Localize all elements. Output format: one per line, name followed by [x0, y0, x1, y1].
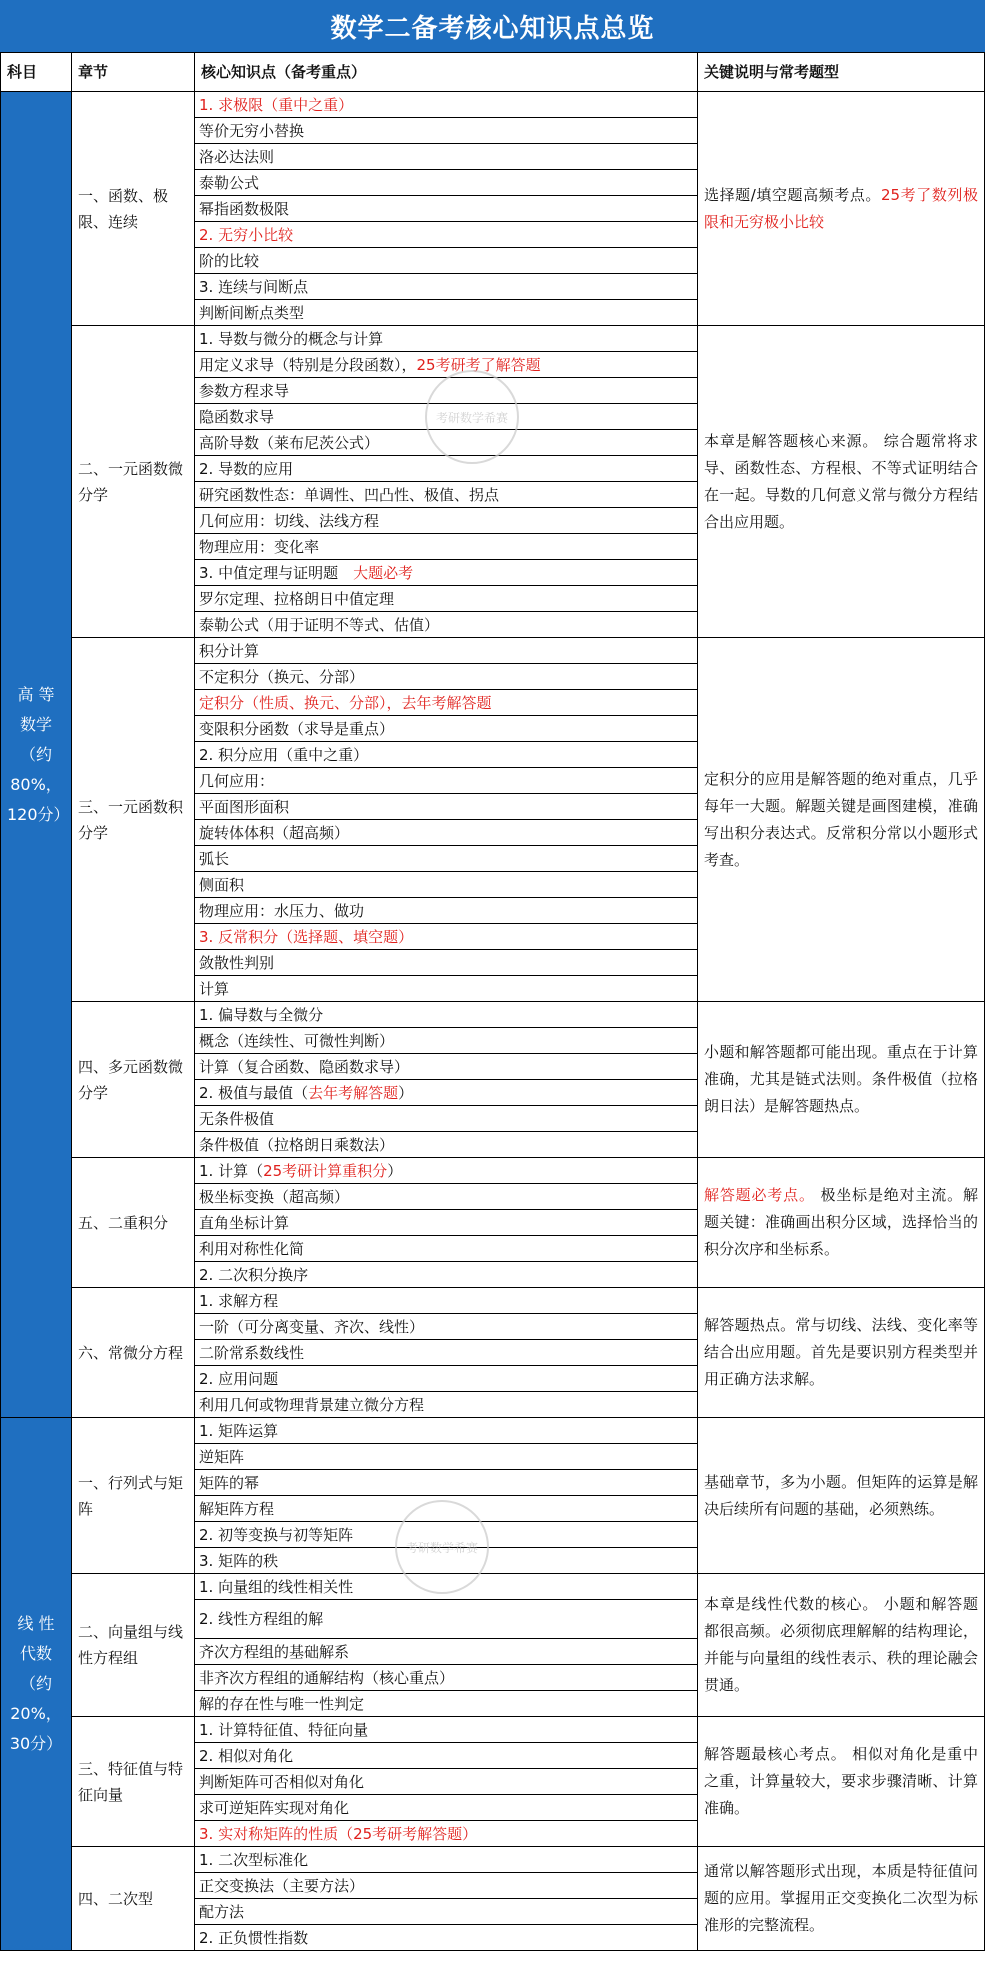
text-run: 极坐标是绝对主流。解题关键：准确画出积分区域，选择恰当的积分次序和坐标系。: [704, 1186, 978, 1258]
knowledge-point: [195, 1210, 698, 1236]
knowledge-point: [195, 1158, 698, 1184]
text-run: ）: [387, 1161, 403, 1180]
text-run: 齐次方程组的基础解系: [199, 1642, 350, 1661]
text-run: 积分计算: [199, 641, 260, 660]
text-run: 等价无穷小替换: [199, 121, 305, 140]
text-run: 物理应用：水压力、做功: [199, 901, 365, 920]
knowledge-point: [195, 482, 698, 508]
knowledge-point: [195, 1873, 698, 1899]
text-run: 洛必达法则: [199, 147, 275, 166]
text-run: 几何应用：: [199, 771, 275, 790]
text-run: 2. 积分应用（重中之重）: [199, 745, 369, 764]
text-run: 解答题最核心考点。 相似对角化是重中之重，计算量较大，要求步骤清晰、计算准确。: [704, 1745, 978, 1817]
knowledge-point: [195, 976, 698, 1002]
knowledge-point: [195, 404, 698, 430]
text-run: 2. 导数的应用: [199, 459, 294, 478]
chapter-note: [698, 92, 985, 326]
chapter-name: 五、二重积分: [72, 1158, 195, 1288]
knowledge-point: [195, 1743, 698, 1769]
knowledge-point: [195, 1288, 698, 1314]
knowledge-point: [195, 768, 698, 794]
text-run: 3. 矩阵的秩: [199, 1551, 279, 1570]
knowledge-point: [195, 92, 698, 118]
text-run: 用定义求导（特别是分段函数），: [199, 355, 417, 374]
text-run: 直角坐标计算: [199, 1213, 290, 1232]
column-header-points: 核心知识点（备考重点）: [195, 52, 698, 92]
knowledge-point: [195, 1028, 698, 1054]
note-text: [704, 1741, 978, 1822]
chapter-name: 二、向量组与线性方程组: [72, 1574, 195, 1717]
highlight-text: 3. 反常积分（选择题、填空题）: [199, 927, 414, 946]
text-run: 阶的比较: [199, 251, 260, 270]
text-run: 基础章节，多为小题。但矩阵的运算是解决后续所有问题的基础，必须熟练。: [704, 1472, 978, 1518]
knowledge-point: [195, 820, 698, 846]
text-run: 矩阵的幂: [199, 1473, 260, 1492]
note-text: [704, 1858, 978, 1939]
knowledge-point: [195, 1236, 698, 1262]
text-run: 1. 计算（: [199, 1161, 264, 1180]
knowledge-point: [195, 1899, 698, 1925]
text-run: 1. 偏导数与全微分: [199, 1005, 324, 1024]
knowledge-point: [195, 1691, 698, 1717]
chapter-note: [698, 1158, 985, 1288]
column-header-chapter: 章节: [72, 52, 195, 92]
chapter-note: [698, 1002, 985, 1158]
chapter-note: [698, 1418, 985, 1574]
text-run: 1. 求解方程: [199, 1291, 279, 1310]
watermark-stamp: 考研数学希赛: [425, 370, 519, 464]
knowledge-point: [195, 794, 698, 820]
highlight-text: 25考了数列极限和无穷极小比较: [704, 185, 978, 231]
text-run: 利用对称性化简: [199, 1239, 305, 1258]
knowledge-point: [195, 1418, 698, 1444]
text-run: 本章是线性代数的核心。 小题和解答题都很高频。必须彻底理解解的结构理论，并能与向量组的线性表示、秩的理论融会贯通。: [704, 1595, 978, 1694]
text-run: 2. 相似对角化: [199, 1746, 294, 1765]
knowledge-point: [195, 1470, 698, 1496]
text-run: 1. 矩阵运算: [199, 1421, 279, 1440]
knowledge-point: [195, 274, 698, 300]
text-run: 小题和解答题都可能出现。重点在于计算准确，尤其是链式法则。条件极值（拉格朗日法）是解答题热点。: [704, 1043, 978, 1115]
text-run: 3. 中值定理与证明题: [199, 563, 354, 582]
knowledge-point: [195, 1444, 698, 1470]
knowledge-point: [195, 1600, 698, 1639]
knowledge-point: [195, 378, 698, 404]
highlight-text: 大题必考: [353, 563, 414, 582]
text-run: 条件极值（拉格朗日乘数法）: [199, 1135, 395, 1154]
text-run: 侧面积: [199, 875, 245, 894]
note-text: [704, 766, 978, 874]
text-run: 判断矩阵可否相似对角化: [199, 1772, 365, 1791]
knowledge-point: [195, 1002, 698, 1028]
chapter-name: 四、多元函数微分学: [72, 1002, 195, 1158]
text-run: 1. 导数与微分的概念与计算: [199, 329, 384, 348]
text-run: 平面图形面积: [199, 797, 290, 816]
text-run: 选择题/填空题高频考点。: [704, 185, 882, 204]
knowledge-point: [195, 898, 698, 924]
note-text: [704, 428, 978, 536]
knowledge-point: [195, 1925, 698, 1951]
chapter-note: [698, 638, 985, 1002]
knowledge-point: [195, 1054, 698, 1080]
knowledge-point: [195, 508, 698, 534]
text-run: 解矩阵方程: [199, 1499, 275, 1518]
text-run: 极坐标变换（超高频）: [199, 1187, 350, 1206]
text-run: 正交变换法（主要方法）: [199, 1876, 365, 1895]
text-run: 解的存在性与唯一性判定: [199, 1694, 365, 1713]
knowledge-point: [195, 1366, 698, 1392]
text-run: 计算（复合函数、隐函数求导）: [199, 1057, 410, 1076]
knowledge-point: [195, 352, 698, 378]
chapter-note: [698, 1288, 985, 1418]
knowledge-point: [195, 1314, 698, 1340]
text-run: 变限积分函数（求导是重点）: [199, 719, 395, 738]
knowledge-point: [195, 248, 698, 274]
text-run: 配方法: [199, 1902, 245, 1921]
text-run: 高阶导数（莱布尼茨公式）: [199, 433, 380, 452]
text-run: 幂指函数极限: [199, 199, 290, 218]
knowledge-point: [195, 1106, 698, 1132]
text-run: 2. 应用问题: [199, 1369, 279, 1388]
knowledge-point: [195, 1184, 698, 1210]
knowledge-point: [195, 586, 698, 612]
knowledge-point: [195, 456, 698, 482]
text-run: 1. 计算特征值、特征向量: [199, 1720, 369, 1739]
text-run: 利用几何或物理背景建立微分方程: [199, 1395, 425, 1414]
watermark-stamp: 考研数学希赛: [395, 1500, 489, 1594]
knowledge-point: [195, 1496, 698, 1522]
note-text: [704, 1469, 978, 1523]
text-run: 解答题热点。常与切线、法线、变化率等结合出应用题。首先是要识别方程类型并用正确方法求解。: [704, 1316, 978, 1388]
knowledge-point: [195, 950, 698, 976]
chapter-name: 一、行列式与矩阵: [72, 1418, 195, 1574]
knowledge-point: [195, 1548, 698, 1574]
knowledge-point: [195, 638, 698, 664]
knowledge-point: [195, 872, 698, 898]
highlight-text: 25考研计算重积分: [263, 1161, 388, 1180]
highlight-text: 1. 求极限（重中之重）: [199, 95, 354, 114]
text-run: 物理应用：变化率: [199, 537, 320, 556]
highlight-text: 25考研考了解答题: [416, 355, 541, 374]
knowledge-point: [195, 1262, 698, 1288]
note-text: [704, 1312, 978, 1393]
text-run: ）: [398, 1083, 414, 1102]
text-run: 弧长: [199, 849, 230, 868]
highlight-text: 解答题必考点。: [704, 1186, 815, 1204]
knowledge-point: [195, 196, 698, 222]
knowledge-point: [195, 742, 698, 768]
knowledge-point: [195, 1340, 698, 1366]
text-run: 判断间断点类型: [199, 303, 305, 322]
text-run: 概念（连续性、可微性判断）: [199, 1031, 395, 1050]
knowledge-point: [195, 1717, 698, 1743]
text-run: 不定积分（换元、分部）: [199, 667, 365, 686]
column-header-notes: 关键说明与常考题型: [698, 52, 985, 92]
knowledge-point: [195, 1821, 698, 1847]
text-run: 隐函数求导: [199, 407, 275, 426]
chapter-name: 二、一元函数微分学: [72, 326, 195, 638]
highlight-text: 去年考解答题: [308, 1083, 399, 1102]
text-run: 2. 线性方程组的解: [199, 1610, 324, 1628]
text-run: 旋转体体积（超高频）: [199, 823, 350, 842]
note-text: [704, 182, 978, 236]
text-run: 计算: [199, 979, 230, 998]
chapter-name: 四、二次型: [72, 1847, 195, 1951]
knowledge-point: [195, 222, 698, 248]
knowledge-point: [195, 1639, 698, 1665]
text-run: 研究函数性态：单调性、凹凸性、极值、拐点: [199, 485, 500, 504]
knowledge-point: [195, 924, 698, 950]
text-run: 定积分的应用是解答题的绝对重点，几乎每年一大题。解题关键是画图建模，准确写出积分表达式。反常积分常以小题形式考查。: [704, 769, 978, 869]
text-run: 通常以解答题形式出现，本质是特征值问题的应用。掌握用正交变换化二次型为标准形的完整流程。: [704, 1862, 978, 1934]
text-run: 3. 连续与间断点: [199, 277, 309, 296]
chapter-note: [698, 1574, 985, 1717]
subject-label: 线 性 代数（约20%，30分）: [0, 1418, 72, 1951]
knowledge-point: [195, 1392, 698, 1418]
text-run: 无条件极值: [199, 1109, 275, 1128]
subject-label: 高 等 数学（约80%，120分）: [0, 92, 72, 1418]
chapter-name: 六、常微分方程: [72, 1288, 195, 1418]
chapter-name: 一、函数、极限、连续: [72, 92, 195, 326]
knowledge-point: [195, 846, 698, 872]
knowledge-point: [195, 612, 698, 638]
knowledge-point: [195, 1769, 698, 1795]
page-title: 数学二备考核心知识点总览: [0, 0, 985, 52]
highlight-text: 2. 无穷小比较: [199, 225, 294, 244]
text-run: 2. 二次积分换序: [199, 1265, 309, 1284]
knowledge-point: [195, 118, 698, 144]
text-run: 一阶（可分离变量、齐次、线性）: [199, 1317, 425, 1336]
note-text: [704, 1039, 978, 1120]
text-run: 泰勒公式: [199, 173, 260, 192]
text-run: 求可逆矩阵实现对角化: [199, 1798, 350, 1817]
knowledge-point: [195, 716, 698, 742]
highlight-text: 定积分（性质、换元、分部），去年考解答题: [199, 693, 492, 712]
chapter-name: 三、特征值与特征向量: [72, 1717, 195, 1847]
text-run: 敛散性判别: [199, 953, 275, 972]
text-run: 1. 二次型标准化: [199, 1850, 309, 1869]
knowledge-point: [195, 1574, 698, 1600]
text-run: 二阶常系数线性: [199, 1343, 305, 1362]
text-run: 泰勒公式（用于证明不等式、估值）: [199, 615, 440, 634]
text-run: 几何应用：切线、法线方程: [199, 511, 380, 530]
knowledge-point: [195, 534, 698, 560]
highlight-text: 3. 实对称矩阵的性质（25考研考解答题）: [199, 1824, 478, 1843]
knowledge-point: [195, 664, 698, 690]
text-run: 罗尔定理、拉格朗日中值定理: [199, 589, 395, 608]
chapter-note: [698, 1847, 985, 1951]
text-run: 非齐次方程组的通解结构（核心重点）: [199, 1668, 455, 1687]
knowledge-point: [195, 144, 698, 170]
column-header-subject: 科目: [0, 52, 72, 92]
note-text: [704, 1591, 978, 1699]
text-run: 2. 正负惯性指数: [199, 1928, 309, 1947]
text-run: 2. 初等变换与初等矩阵: [199, 1525, 354, 1544]
knowledge-point: [195, 1847, 698, 1873]
note-text: [704, 1182, 978, 1263]
knowledge-point: [195, 300, 698, 326]
text-run: 逆矩阵: [199, 1447, 245, 1466]
text-run: 2. 极值与最值（: [199, 1083, 309, 1102]
knowledge-point: [195, 690, 698, 716]
knowledge-point: [195, 1080, 698, 1106]
text-run: 1. 向量组的线性相关性: [199, 1577, 354, 1596]
knowledge-point: [195, 1132, 698, 1158]
text-run: 本章是解答题核心来源。 综合题常将求导、函数性态、方程根、不等式证明结合在一起。导数的几何意义常与微分方程结合出应用题。: [704, 431, 978, 531]
knowledge-point: [195, 1665, 698, 1691]
chapter-note: [698, 1717, 985, 1847]
chapter-note: [698, 326, 985, 638]
chapter-name: 三、一元函数积分学: [72, 638, 195, 1002]
knowledge-point: [195, 430, 698, 456]
knowledge-point: [195, 326, 698, 352]
knowledge-table: [0, 52, 985, 1966]
knowledge-point: [195, 1522, 698, 1548]
knowledge-point: [195, 1795, 698, 1821]
text-run: 参数方程求导: [199, 381, 290, 400]
knowledge-point: [195, 170, 698, 196]
knowledge-point: [195, 560, 698, 586]
